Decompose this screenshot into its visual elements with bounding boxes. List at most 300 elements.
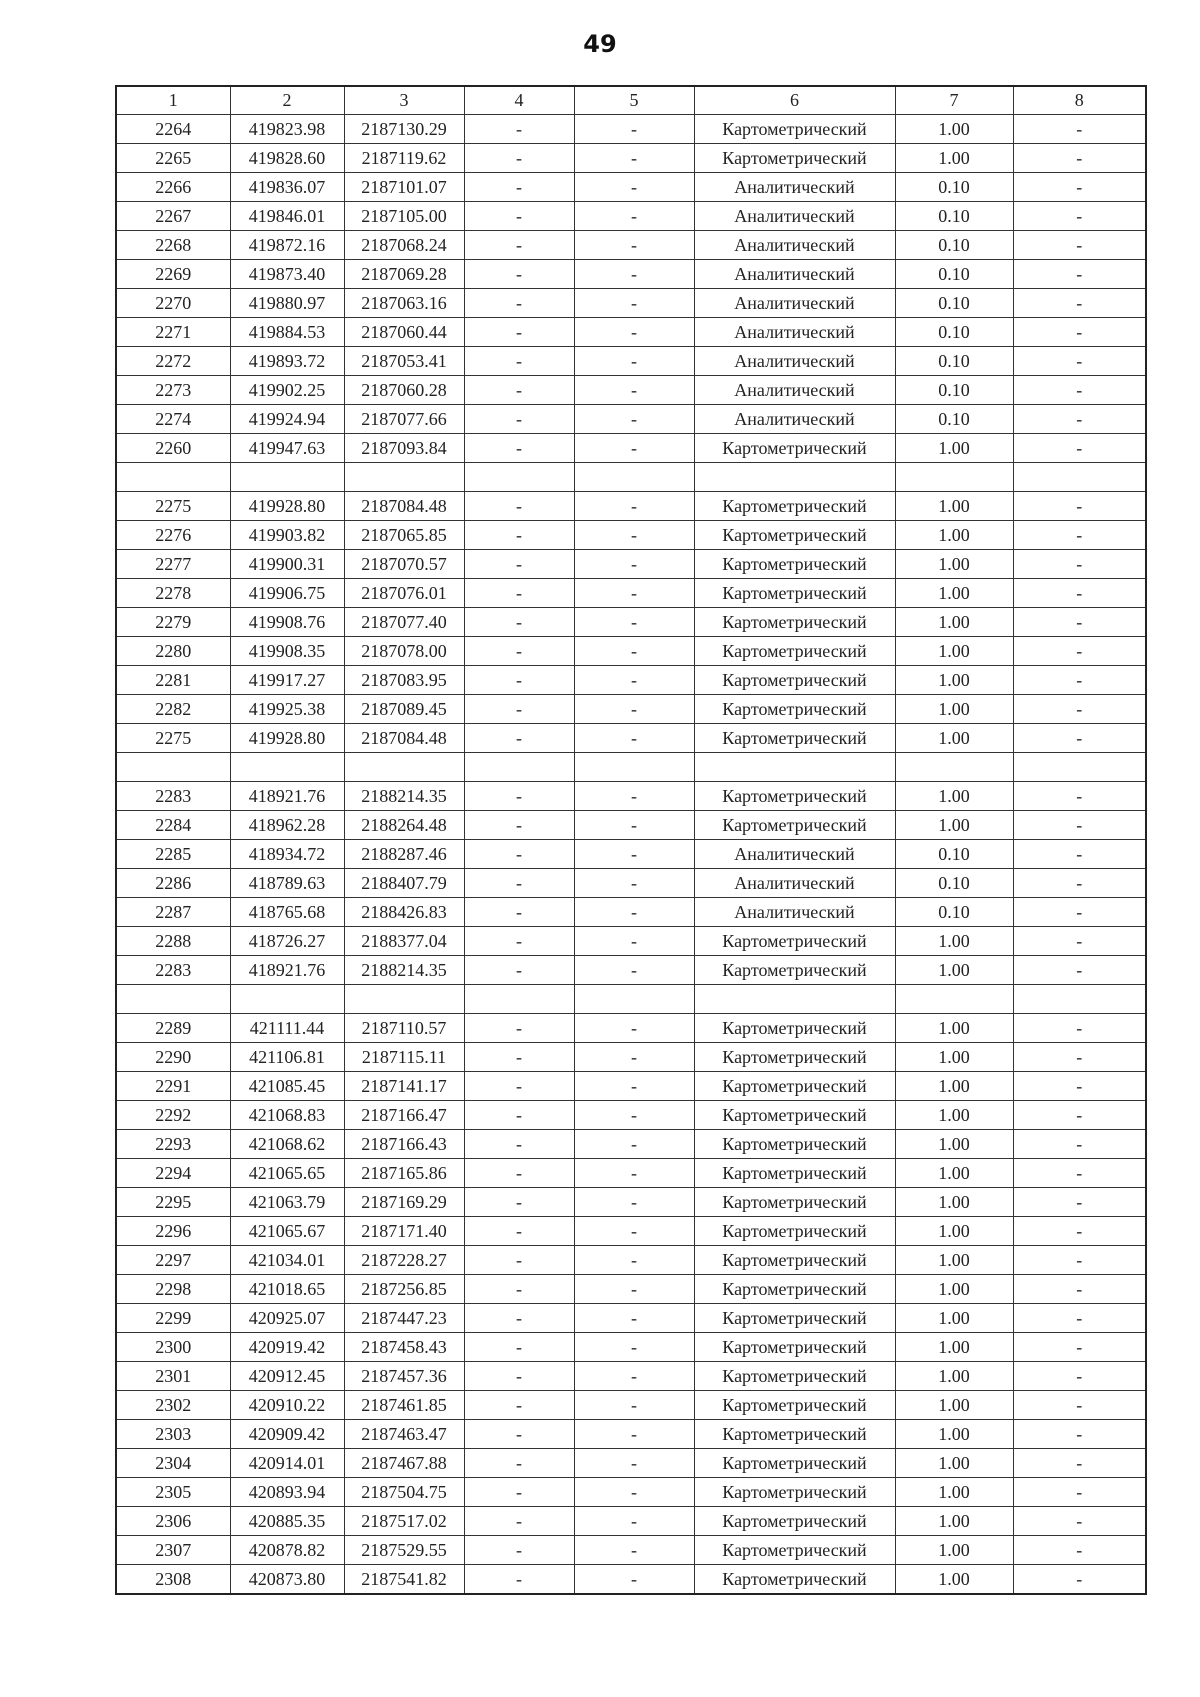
table-row — [116, 376, 1146, 405]
table-cell-col-4: - — [464, 1043, 574, 1072]
table-cell-col-7: 1.00 — [895, 144, 1013, 173]
table-cell-col-1: 2268 — [116, 231, 230, 260]
table-cell-col-8: - — [1013, 1159, 1146, 1188]
table-cell-col-1: 2295 — [116, 1188, 230, 1217]
table-cell-col-8: - — [1013, 260, 1146, 289]
table-cell-col-4: - — [464, 1478, 574, 1507]
table-cell-col-5: - — [574, 840, 694, 869]
table-cell-col-1: 2271 — [116, 318, 230, 347]
table-row — [116, 724, 1146, 753]
table-cell-col-1: 2301 — [116, 1362, 230, 1391]
table-cell-col-1: 2265 — [116, 144, 230, 173]
table-cell-col-7: 1.00 — [895, 1304, 1013, 1333]
table-cell-col-6: Аналитический — [694, 405, 895, 434]
table-cell-col-1: 2279 — [116, 608, 230, 637]
table-cell-col-7: 1.00 — [895, 1536, 1013, 1565]
column-header-2: 2 — [230, 86, 344, 115]
separator-row — [116, 985, 1146, 1014]
table-cell-col-5: - — [574, 289, 694, 318]
table-cell-col-4: - — [464, 1188, 574, 1217]
table-cell-col-2: 418726.27 — [230, 927, 344, 956]
table-row — [116, 1478, 1146, 1507]
empty-cell — [694, 753, 895, 782]
table-cell-col-1: 2308 — [116, 1565, 230, 1595]
table-cell-col-3: 2188264.48 — [344, 811, 464, 840]
table-cell-col-3: 2187083.95 — [344, 666, 464, 695]
separator-row — [116, 463, 1146, 492]
table-cell-col-5: - — [574, 782, 694, 811]
table-cell-col-5: - — [574, 1333, 694, 1362]
table-cell-col-3: 2187461.85 — [344, 1391, 464, 1420]
table-row — [116, 1043, 1146, 1072]
table-cell-col-8: - — [1013, 1246, 1146, 1275]
table-cell-col-8: - — [1013, 927, 1146, 956]
table-row — [116, 637, 1146, 666]
table-cell-col-5: - — [574, 579, 694, 608]
table-cell-col-1: 2299 — [116, 1304, 230, 1333]
table-cell-col-7: 1.00 — [895, 724, 1013, 753]
table-cell-col-1: 2289 — [116, 1014, 230, 1043]
table-cell-col-5: - — [574, 1188, 694, 1217]
table-cell-col-7: 1.00 — [895, 1130, 1013, 1159]
table-cell-col-1: 2291 — [116, 1072, 230, 1101]
table-cell-col-5: - — [574, 1391, 694, 1420]
table-cell-col-2: 418934.72 — [230, 840, 344, 869]
table-cell-col-4: - — [464, 1217, 574, 1246]
table-cell-col-5: - — [574, 1217, 694, 1246]
table-cell-col-2: 420919.42 — [230, 1333, 344, 1362]
separator-row — [116, 753, 1146, 782]
table-cell-col-3: 2187457.36 — [344, 1362, 464, 1391]
table-cell-col-3: 2187130.29 — [344, 115, 464, 144]
table-cell-col-4: - — [464, 1304, 574, 1333]
table-cell-col-2: 421085.45 — [230, 1072, 344, 1101]
column-header-6: 6 — [694, 86, 895, 115]
table-cell-col-6: Аналитический — [694, 840, 895, 869]
table-cell-col-5: - — [574, 695, 694, 724]
table-cell-col-8: - — [1013, 1217, 1146, 1246]
table-cell-col-7: 1.00 — [895, 637, 1013, 666]
table-cell-col-3: 2188426.83 — [344, 898, 464, 927]
table-row — [116, 405, 1146, 434]
table-body — [116, 115, 1146, 1595]
table-row — [116, 231, 1146, 260]
table-cell-col-6: Аналитический — [694, 347, 895, 376]
table-cell-col-3: 2187458.43 — [344, 1333, 464, 1362]
table-cell-col-6: Картометрический — [694, 811, 895, 840]
table-cell-col-4: - — [464, 1014, 574, 1043]
table-cell-col-6: Картометрический — [694, 695, 895, 724]
empty-cell — [344, 753, 464, 782]
table-cell-col-5: - — [574, 666, 694, 695]
table-cell-col-7: 1.00 — [895, 434, 1013, 463]
table-cell-col-4: - — [464, 1246, 574, 1275]
table-cell-col-5: - — [574, 811, 694, 840]
table-cell-col-4: - — [464, 898, 574, 927]
table-cell-col-3: 2187228.27 — [344, 1246, 464, 1275]
table-cell-col-8: - — [1013, 1014, 1146, 1043]
table-cell-col-4: - — [464, 289, 574, 318]
table-cell-col-2: 419873.40 — [230, 260, 344, 289]
table-cell-col-4: - — [464, 840, 574, 869]
table-cell-col-3: 2187169.29 — [344, 1188, 464, 1217]
table-cell-col-5: - — [574, 492, 694, 521]
empty-cell — [574, 985, 694, 1014]
table-cell-col-1: 2297 — [116, 1246, 230, 1275]
table-cell-col-8: - — [1013, 405, 1146, 434]
page-number: 49 — [583, 30, 617, 58]
table-row — [116, 144, 1146, 173]
table-cell-col-4: - — [464, 579, 574, 608]
table-cell-col-1: 2270 — [116, 289, 230, 318]
table-row — [116, 811, 1146, 840]
table-cell-col-6: Картометрический — [694, 434, 895, 463]
table-cell-col-7: 1.00 — [895, 1217, 1013, 1246]
column-header-5: 5 — [574, 86, 694, 115]
table-cell-col-5: - — [574, 1362, 694, 1391]
table-cell-col-5: - — [574, 1565, 694, 1595]
table-cell-col-6: Аналитический — [694, 173, 895, 202]
table-row — [116, 1391, 1146, 1420]
table-cell-col-1: 2266 — [116, 173, 230, 202]
table-cell-col-7: 1.00 — [895, 1014, 1013, 1043]
table-cell-col-8: - — [1013, 898, 1146, 927]
table-cell-col-4: - — [464, 347, 574, 376]
table-cell-col-1: 2283 — [116, 956, 230, 985]
table-cell-col-8: - — [1013, 666, 1146, 695]
table-cell-col-5: - — [574, 1159, 694, 1188]
table-cell-col-3: 2187166.47 — [344, 1101, 464, 1130]
table-row — [116, 608, 1146, 637]
table-cell-col-1: 2264 — [116, 115, 230, 144]
table-cell-col-5: - — [574, 898, 694, 927]
table-cell-col-2: 419846.01 — [230, 202, 344, 231]
empty-cell — [1013, 753, 1146, 782]
table-cell-col-3: 2187110.57 — [344, 1014, 464, 1043]
table-cell-col-6: Картометрический — [694, 115, 895, 144]
table-cell-col-3: 2187101.07 — [344, 173, 464, 202]
table-cell-col-4: - — [464, 695, 574, 724]
empty-cell — [895, 985, 1013, 1014]
table-cell-col-1: 2275 — [116, 724, 230, 753]
table-cell-col-7: 1.00 — [895, 666, 1013, 695]
table-cell-col-5: - — [574, 173, 694, 202]
table-cell-col-1: 2277 — [116, 550, 230, 579]
table-row — [116, 1130, 1146, 1159]
table-cell-col-1: 2307 — [116, 1536, 230, 1565]
table-row — [116, 1449, 1146, 1478]
table-cell-col-7: 0.10 — [895, 173, 1013, 202]
table-cell-col-4: - — [464, 666, 574, 695]
table-cell-col-7: 1.00 — [895, 1391, 1013, 1420]
table-cell-col-2: 420910.22 — [230, 1391, 344, 1420]
table-cell-col-4: - — [464, 956, 574, 985]
table-cell-col-1: 2278 — [116, 579, 230, 608]
table-cell-col-6: Аналитический — [694, 231, 895, 260]
table-cell-col-5: - — [574, 1130, 694, 1159]
table-cell-col-2: 419908.76 — [230, 608, 344, 637]
table-cell-col-6: Картометрический — [694, 550, 895, 579]
table-cell-col-4: - — [464, 1101, 574, 1130]
column-header-3: 3 — [344, 86, 464, 115]
table-cell-col-6: Картометрический — [694, 1565, 895, 1595]
table-cell-col-5: - — [574, 1246, 694, 1275]
table-cell-col-2: 418921.76 — [230, 956, 344, 985]
table-cell-col-1: 2280 — [116, 637, 230, 666]
table-cell-col-6: Картометрический — [694, 521, 895, 550]
table-cell-col-1: 2273 — [116, 376, 230, 405]
table-cell-col-2: 421018.65 — [230, 1275, 344, 1304]
table-cell-col-2: 419906.75 — [230, 579, 344, 608]
table-row — [116, 550, 1146, 579]
empty-cell — [895, 463, 1013, 492]
table-cell-col-8: - — [1013, 492, 1146, 521]
column-header-1: 1 — [116, 86, 230, 115]
table-cell-col-5: - — [574, 1304, 694, 1333]
table-cell-col-5: - — [574, 1478, 694, 1507]
table-cell-col-4: - — [464, 202, 574, 231]
table-cell-col-6: Картометрический — [694, 956, 895, 985]
table-cell-col-2: 419872.16 — [230, 231, 344, 260]
table-cell-col-8: - — [1013, 579, 1146, 608]
table-cell-col-1: 2267 — [116, 202, 230, 231]
table-row — [116, 1304, 1146, 1333]
table-cell-col-6: Картометрический — [694, 1043, 895, 1072]
table-cell-col-1: 2281 — [116, 666, 230, 695]
table-cell-col-2: 421068.62 — [230, 1130, 344, 1159]
table-cell-col-7: 1.00 — [895, 1507, 1013, 1536]
table-cell-col-1: 2303 — [116, 1420, 230, 1449]
column-header-8: 8 — [1013, 86, 1146, 115]
table-cell-col-6: Картометрический — [694, 1507, 895, 1536]
empty-cell — [230, 985, 344, 1014]
table-cell-col-5: - — [574, 1507, 694, 1536]
table-cell-col-3: 2187063.16 — [344, 289, 464, 318]
table-cell-col-4: - — [464, 1333, 574, 1362]
table-cell-col-6: Аналитический — [694, 376, 895, 405]
table-cell-col-4: - — [464, 1072, 574, 1101]
table-cell-col-6: Картометрический — [694, 144, 895, 173]
table-cell-col-6: Картометрический — [694, 1333, 895, 1362]
table-row — [116, 289, 1146, 318]
table-cell-col-2: 418921.76 — [230, 782, 344, 811]
table-cell-col-8: - — [1013, 1420, 1146, 1449]
table-row — [116, 1536, 1146, 1565]
table-cell-col-3: 2187068.24 — [344, 231, 464, 260]
table-cell-col-8: - — [1013, 811, 1146, 840]
table-cell-col-7: 1.00 — [895, 782, 1013, 811]
table-cell-col-7: 0.10 — [895, 260, 1013, 289]
table-row — [116, 782, 1146, 811]
table-cell-col-8: - — [1013, 782, 1146, 811]
table-cell-col-8: - — [1013, 318, 1146, 347]
table-cell-col-4: - — [464, 1391, 574, 1420]
table-cell-col-7: 1.00 — [895, 115, 1013, 144]
table-cell-col-8: - — [1013, 289, 1146, 318]
table-cell-col-4: - — [464, 318, 574, 347]
table-cell-col-8: - — [1013, 1391, 1146, 1420]
table-cell-col-2: 421106.81 — [230, 1043, 344, 1072]
table-cell-col-8: - — [1013, 1275, 1146, 1304]
empty-cell — [1013, 985, 1146, 1014]
table-cell-col-8: - — [1013, 869, 1146, 898]
table-cell-col-7: 1.00 — [895, 811, 1013, 840]
table-cell-col-4: - — [464, 1275, 574, 1304]
table-cell-col-1: 2272 — [116, 347, 230, 376]
table-cell-col-2: 420909.42 — [230, 1420, 344, 1449]
table-cell-col-8: - — [1013, 1333, 1146, 1362]
table-cell-col-3: 2187165.86 — [344, 1159, 464, 1188]
table-cell-col-6: Аналитический — [694, 289, 895, 318]
table-cell-col-7: 0.10 — [895, 898, 1013, 927]
table-cell-col-7: 1.00 — [895, 492, 1013, 521]
table-cell-col-8: - — [1013, 1304, 1146, 1333]
table-cell-col-8: - — [1013, 144, 1146, 173]
table-cell-col-8: - — [1013, 173, 1146, 202]
table-cell-col-3: 2187077.66 — [344, 405, 464, 434]
table-cell-col-8: - — [1013, 434, 1146, 463]
table-cell-col-4: - — [464, 1159, 574, 1188]
table-cell-col-2: 421034.01 — [230, 1246, 344, 1275]
table-cell-col-2: 419823.98 — [230, 115, 344, 144]
table-cell-col-5: - — [574, 1536, 694, 1565]
table-cell-col-3: 2188214.35 — [344, 782, 464, 811]
table-cell-col-7: 1.00 — [895, 579, 1013, 608]
table-cell-col-6: Картометрический — [694, 492, 895, 521]
table-cell-col-1: 2292 — [116, 1101, 230, 1130]
table-cell-col-2: 419908.35 — [230, 637, 344, 666]
table-cell-col-4: - — [464, 550, 574, 579]
table-row — [116, 202, 1146, 231]
table-cell-col-1: 2290 — [116, 1043, 230, 1072]
table-cell-col-5: - — [574, 405, 694, 434]
table-cell-col-7: 1.00 — [895, 1362, 1013, 1391]
table-row — [116, 1275, 1146, 1304]
table-cell-col-6: Картометрический — [694, 782, 895, 811]
table-cell-col-8: - — [1013, 550, 1146, 579]
table-row — [116, 347, 1146, 376]
table-cell-col-4: - — [464, 1507, 574, 1536]
table-cell-col-3: 2187060.28 — [344, 376, 464, 405]
table-cell-col-4: - — [464, 927, 574, 956]
table-cell-col-3: 2187070.57 — [344, 550, 464, 579]
table-cell-col-1: 2285 — [116, 840, 230, 869]
table-cell-col-6: Картометрический — [694, 1159, 895, 1188]
table-cell-col-3: 2187166.43 — [344, 1130, 464, 1159]
table-row — [116, 869, 1146, 898]
table-cell-col-8: - — [1013, 1101, 1146, 1130]
table-cell-col-6: Картометрический — [694, 1391, 895, 1420]
table-cell-col-4: - — [464, 1362, 574, 1391]
empty-cell — [230, 753, 344, 782]
table-cell-col-7: 1.00 — [895, 608, 1013, 637]
table-cell-col-2: 421111.44 — [230, 1014, 344, 1043]
table-cell-col-1: 2306 — [116, 1507, 230, 1536]
table-cell-col-3: 2187467.88 — [344, 1449, 464, 1478]
table-cell-col-8: - — [1013, 115, 1146, 144]
table-cell-col-5: - — [574, 869, 694, 898]
table-cell-col-5: - — [574, 231, 694, 260]
table-cell-col-4: - — [464, 637, 574, 666]
table-cell-col-3: 2187105.00 — [344, 202, 464, 231]
table-cell-col-7: 1.00 — [895, 1333, 1013, 1362]
table-cell-col-6: Аналитический — [694, 260, 895, 289]
table-cell-col-8: - — [1013, 521, 1146, 550]
table-cell-col-7: 1.00 — [895, 927, 1013, 956]
empty-cell — [464, 753, 574, 782]
table-cell-col-6: Картометрический — [694, 666, 895, 695]
table-cell-col-1: 2286 — [116, 869, 230, 898]
table-cell-col-3: 2187463.47 — [344, 1420, 464, 1449]
table-cell-col-7: 1.00 — [895, 550, 1013, 579]
coordinates-table — [115, 85, 1147, 1595]
empty-cell — [116, 985, 230, 1014]
table-cell-col-8: - — [1013, 1565, 1146, 1595]
table-row — [116, 927, 1146, 956]
table-cell-col-6: Картометрический — [694, 1072, 895, 1101]
table-cell-col-5: - — [574, 1420, 694, 1449]
table-cell-col-7: 1.00 — [895, 695, 1013, 724]
table-cell-col-5: - — [574, 956, 694, 985]
table-cell-col-3: 2187065.85 — [344, 521, 464, 550]
table-cell-col-3: 2187541.82 — [344, 1565, 464, 1595]
table-cell-col-4: - — [464, 434, 574, 463]
table-cell-col-3: 2187084.48 — [344, 724, 464, 753]
table-cell-col-2: 419925.38 — [230, 695, 344, 724]
table-cell-col-2: 421065.65 — [230, 1159, 344, 1188]
table-row — [116, 1420, 1146, 1449]
empty-cell — [574, 463, 694, 492]
table-row — [116, 1072, 1146, 1101]
table-row — [116, 1101, 1146, 1130]
table-cell-col-7: 1.00 — [895, 1159, 1013, 1188]
table-cell-col-5: - — [574, 318, 694, 347]
table-cell-col-1: 2293 — [116, 1130, 230, 1159]
table-cell-col-3: 2187053.41 — [344, 347, 464, 376]
table-cell-col-7: 0.10 — [895, 347, 1013, 376]
table-cell-col-1: 2269 — [116, 260, 230, 289]
table-cell-col-8: - — [1013, 724, 1146, 753]
table-cell-col-6: Картометрический — [694, 1275, 895, 1304]
table-row — [116, 1188, 1146, 1217]
table-cell-col-8: - — [1013, 1072, 1146, 1101]
table-cell-col-2: 419902.25 — [230, 376, 344, 405]
table-row — [116, 840, 1146, 869]
table-cell-col-1: 2304 — [116, 1449, 230, 1478]
table-cell-col-7: 0.10 — [895, 318, 1013, 347]
table-cell-col-4: - — [464, 724, 574, 753]
table-cell-col-2: 418962.28 — [230, 811, 344, 840]
table-cell-col-2: 421063.79 — [230, 1188, 344, 1217]
table-cell-col-3: 2187171.40 — [344, 1217, 464, 1246]
table-cell-col-4: - — [464, 144, 574, 173]
empty-cell — [1013, 463, 1146, 492]
table-row — [116, 492, 1146, 521]
table-cell-col-1: 2294 — [116, 1159, 230, 1188]
empty-cell — [344, 463, 464, 492]
table-row — [116, 1217, 1146, 1246]
table-cell-col-2: 419903.82 — [230, 521, 344, 550]
empty-cell — [230, 463, 344, 492]
table-cell-col-2: 419884.53 — [230, 318, 344, 347]
table-cell-col-8: - — [1013, 1478, 1146, 1507]
table-cell-col-7: 0.10 — [895, 869, 1013, 898]
table-cell-col-3: 2187256.85 — [344, 1275, 464, 1304]
table-cell-col-6: Аналитический — [694, 898, 895, 927]
table-cell-col-3: 2187076.01 — [344, 579, 464, 608]
table-cell-col-6: Аналитический — [694, 869, 895, 898]
table-cell-col-7: 1.00 — [895, 1478, 1013, 1507]
